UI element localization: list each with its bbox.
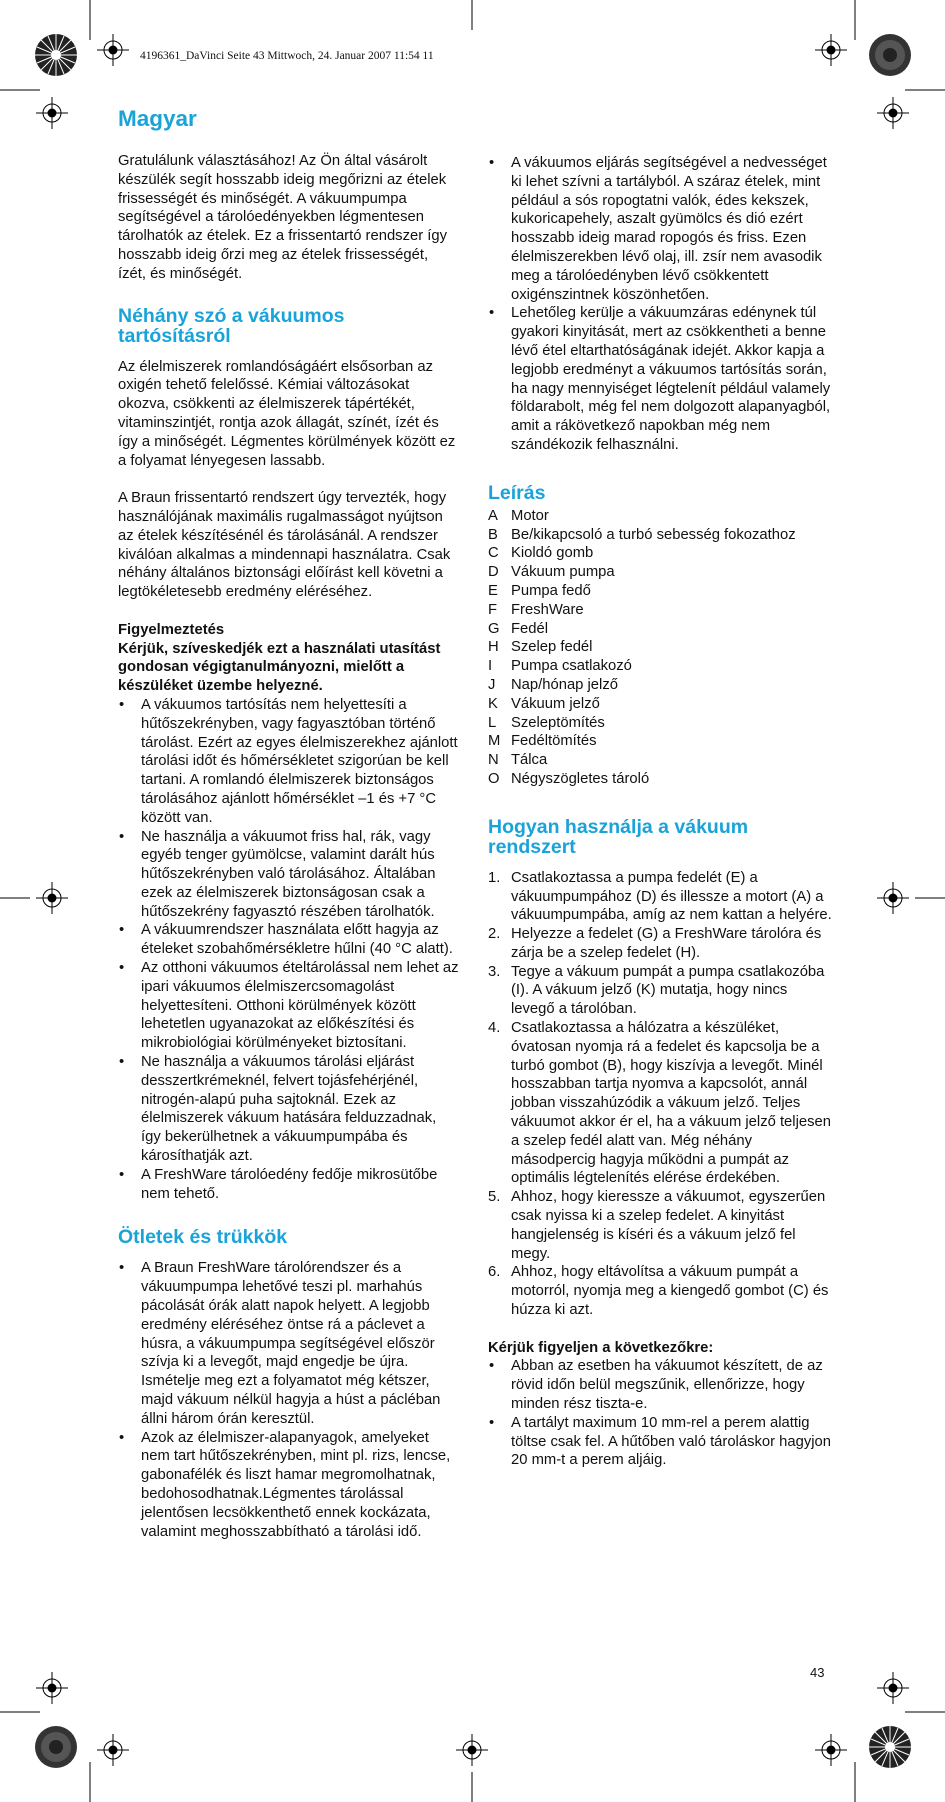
step-text: Helyezze a fedelet (G) a FreshWare tárolóra és zárja be a szelep fedelet (H). [511,926,822,961]
list-item: • A tartályt maximum 10 mm-rel a perem alattig töltse csak fel. A hűtőben való tároláskor hagyjon 20 mm-t a perem aljáig. [488,1414,833,1470]
vacuum-heading: Néhány szó a vákuumos tartósításról [118,304,345,347]
part-key: I [488,658,493,675]
warning-list [118,696,460,1204]
list-item [488,714,833,733]
list-item [488,676,833,695]
list-item [488,869,833,925]
list-item: • Abban az esetben ha vákuumot készített, de az rövid időn belül megszűnik, ellenőrizze, hogy minden rész tiszta-e. [488,1357,833,1413]
list-item: • A vákuumos tartósítás nem helyettesíti a hűtőszekrényben, vagy fagyasztóban történő tárolást. Ezért az egyes élelmiszerekhez ajánlott tárolási időt és hőmérsékletet szigorúan be kell tartani. A romlandó élelmiszerek biztonságos tárolásához ajánlott hőmérséklet –1 és +7 °C között van. [118,696,460,828]
step-number: 5. [488,1189,501,1206]
list-item: • A FreshWare tárolóedény fedője mikrosütőbe nem tehető. [118,1166,460,1204]
part-key: D [488,564,499,581]
list-item: • Ne használja a vákuumos tárolási eljárást desszertkrémeknél, felvert tojásfehérjénél, nitrogén-alapú puha sajtoknál. Ezek az élelmiszerek vákuum hatására felduzzadnak, így bekerülhetnek a vákuumpumpába és károsíthatják azt. [118,1053,460,1166]
notes-heading: Kérjük figyeljen a következőkre: [488,1339,714,1356]
corner-dot-top-right [869,34,911,76]
right-column [488,154,833,1470]
part-key: J [488,676,496,693]
page-number: 43 [810,1665,825,1680]
step-text: Ahhoz, hogy eltávolítsa a vákuum pumpát a motorról, nyomja meg a kiengedő gombot (C) és húzza ki azt. [511,1264,829,1319]
step-text: Csatlakoztassa a hálózatra a készüléket, óvatosan nyomja rá a fedelet és kapcsolja be a turbó gombot (B), hogy kiszívja a levegőt. Minél hosszabban tartja nyomva a kapcsolót, annál jobban visszahúzódik a vákuum jelző. Teljes vákuumot akkor ér el, ha a vákuum jelző teljesen a szelep fedél alatt van. Még néhány másodpercig hagyja működni a pumpát az optimális légtelenítés elérése érdekében. [511,1020,831,1187]
part-key: G [488,620,500,637]
tips-heading: Ötletek és trükkök [118,1226,288,1249]
part-label: Nap/hónap jelző [511,676,618,693]
part-label: Vákuum jelző [511,695,600,712]
part-key: O [488,770,500,787]
howto-steps [488,869,833,1320]
step-text: Tegye a vákuum pumpát a pumpa csatlakozóba (I). A vákuum jelző (K) mutatja, hogy nincs levegő a tárolóban. [511,963,825,1018]
step-number: 1. [488,869,501,886]
part-label: Vákuum pumpa [511,564,615,581]
step-text: Csatlakoztassa a pumpa fedelét (E) a vákuumpumpához (D) és illessze a motort (A) a vákuumpumpába, amíg az nem kattan a helyére. [511,869,832,924]
list-item [488,1263,833,1319]
warning-bold-text: Kérjük, szíveskedjék ezt a használati utasítást gondosan végigtanulmányozni, mielőtt a készüléket üzembe helyezné. [118,640,441,695]
list-item [488,544,833,563]
list-item: • Azok az élelmiszer-alapanyagok, amelyeket nem tart hűtőszekrényben, mint pl. rizs, lencse, gabonafélék és liszt hamar megromolhatnak, bedohosodhatnak.Légmentes tárolással jelentősen lecsökkenthető ennek kockázata, valamint meghosszabbítható a tárolási idő. [118,1429,460,1542]
list-item [488,925,833,963]
left-column [118,152,460,1541]
part-label: Tálca [511,752,548,769]
part-label: Szelep fedél [511,639,593,656]
list-item [488,751,833,770]
list-item [488,732,833,751]
intro-paragraph: Gratulálunk választásához! Az Ön által vásárolt készülék segít hosszabb ideig megőrizni az ételek frissességét és minőségét. A vákuumpumpa segítségével a tárolóedényekben légmentesen tárolhatók az ételek. Ez a frissentartó rendszer így hosszabb ideig őrzi meg az ételek frissességét, ízét, és minőségét. [118,153,447,282]
list-item: • Az otthoni vákuumos ételtárolással nem lehet az ipari vákuumos élelmiszercsomagolást helyettesíteni. Otthoni körülmények között lehetetlen ugyanazokat az előkészítési és mikrobiológiai körülményeket biztosítani. [118,959,460,1053]
step-number: 4. [488,1020,501,1037]
notes-list [488,1357,833,1470]
part-label: Fedéltömítés [511,733,597,750]
part-key: H [488,639,499,656]
print-header: 4196361_DaVinci Seite 43 Mittwoch, 24. Januar 2007 11:54 11 [140,50,434,62]
list-item [488,507,833,526]
tips-list-continued [488,154,833,455]
part-label: Pumpa csatlakozó [511,658,632,675]
part-label: Pumpa fedő [511,582,591,599]
corner-star-top-left [35,34,77,76]
part-key: B [488,526,498,543]
part-key: C [488,545,499,562]
description-heading: Leírás [488,481,546,504]
list-item [488,657,833,676]
part-label: Négyszögletes tároló [511,770,650,787]
vacuum-paragraph-2: A Braun frissentartó rendszert úgy tervezték, hogy használójának maximális rugalmasságot nyújtson az ételek készítésénél és tárolásánál. A rendszer kiválóan alkalmas a mindennapi használatra. Csak néhány általános biztonsági előírást kell követni a legtökéletesebb eredmény eléréséhez. [118,490,451,601]
part-key: F [488,601,498,618]
part-key: E [488,582,498,599]
list-item [488,638,833,657]
list-item [488,620,833,639]
part-key: K [488,695,498,712]
part-key: N [488,752,499,769]
list-item: • Ne használja a vákuumot friss hal, rák, vagy egyéb tenger gyümölcse, valamint darált hús hűtőszekrényben való tárolásához. Általában ezek az élelmiszerek biztonságosan csak a hűtőszekrény fagyasztó részében tárolhatók. [118,828,460,922]
corner-star-bottom-right [869,1726,911,1768]
tips-list [118,1259,460,1541]
part-label: Kioldó gomb [511,545,594,562]
part-label: Be/kikapcsoló a turbó sebesség fokozathoz [511,526,796,543]
corner-dot-bottom-left [35,1726,77,1768]
part-key: M [488,733,501,750]
list-item [488,526,833,545]
list-item: • A Braun FreshWare tárolórendszer és a vákuumpumpa lehetővé teszi pl. marhahús pácolását órák alatt napok helyett. A legjobb eredmény eléréséhez öntse rá a páclevet a húsra, a vákuumpumpa segítségével először szívja ki a levegőt, majd engedje be újra. Ismételje meg ezt a folyamatot még kétszer, majd vákuum nélkül hagyja a húst a pácléban állni három órán keresztül. [118,1259,460,1428]
list-item [488,963,833,1019]
warning-heading: Figyelmeztetés [118,621,225,638]
step-number: 2. [488,926,501,943]
step-number: 3. [488,963,501,980]
list-item [488,1019,833,1188]
step-number: 6. [488,1264,501,1281]
part-label: Motor [511,507,549,524]
list-item [488,563,833,582]
part-label: Szeleptömítés [511,714,605,731]
list-item [488,601,833,620]
list-item [488,1188,833,1263]
list-item: • Lehetőleg kerülje a vákuumzáras edénynek túl gyakori kinyitását, mert az csökkentheti a benne lévő étel eltarthatóságának idejét. Akkor kapja a legjobb eredményt a vákuumos tartósítás során, ha nagy mennyiséget légtelenít például valamely földarabolt, még fel nem dolgozott alapanyagból, amit a rákövetkező napokban még nem szándékozik felhasználni. [488,304,833,454]
part-key: A [488,507,498,524]
part-key: L [488,714,497,731]
part-label: FreshWare [511,601,584,618]
step-text: Ahhoz, hogy kieressze a vákuumot, egyszerűen csak nyissa ki a szelep fedelet. A kinyitást hangjelenség is kíséri és a vákuum jelző fel megy. [511,1189,826,1262]
list-item [488,582,833,601]
list-item [488,770,833,789]
page-title: Magyar [118,106,197,131]
part-label: Fedél [511,620,549,637]
parts-list [488,507,833,789]
list-item [488,695,833,714]
list-item: • A vákuumrendszer használata előtt hagyja az ételeket szobahőmérsékletre hűlni (40 °C alatt). [118,921,460,959]
list-item: • A vákuumos eljárás segítségével a nedvességet ki lehet szívni a tartályból. A száraz ételek, mint például a sós ropogtatni valók, édes kekszek, kukoricapehely, aszalt gyümölcs és dió ezért hosszabb ideig marad ropogós és friss. Ezen élelmiszerekben lévő olaj, ill. zsír nem avasodik meg a tárolóedényben lévő csökkentett oxigénszintnek köszönhetően. [488,154,833,304]
vacuum-paragraph-1: Az élelmiszerek romlandóságáért elsősorban az oxigén tehető felelőssé. Kémiai változásokat okozva, csökkenti az élelmiszerek tápértékét, vitaminszintjét, rontja azok állagát, színét, ízét és így a minőségét. Légmentes körülmények között ez a folyamat lényegesen lassabb. [118,358,456,469]
howto-heading: Hogyan használja a vákuum rendszert [488,815,749,858]
